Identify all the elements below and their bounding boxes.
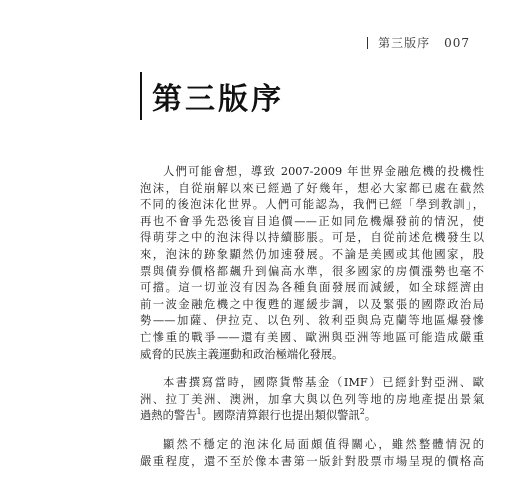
title-rule: [140, 72, 142, 120]
paragraph-2: [140, 375, 484, 425]
text-line: 可擋。這一切並沒有因為各種負面發展而減緩，如全球經濟由: [140, 281, 484, 295]
chapter-title-block: [140, 72, 284, 120]
text-line: 本書撰寫當時，國際貨幣基金（IMF）已經針對亞洲、歐: [163, 376, 484, 390]
chapter-title: 第三版序: [152, 82, 284, 117]
text-fragment: 過熱的警告: [140, 409, 197, 423]
page-number: 007: [444, 35, 470, 50]
text-fragment: 。: [364, 409, 377, 423]
text-line: 洲、拉丁美洲、澳洲，加拿大與以色列等地的房地產提出景氣: [140, 392, 484, 406]
text-line: 嚴重程度，還不至於像本書第一版針對股票市場呈現的價格高: [140, 454, 484, 468]
text-fragment: 。國際清算銀行也提出類似警訊: [201, 409, 360, 423]
paragraph-3: [140, 437, 484, 470]
body-text: [140, 164, 484, 482]
text-line: 人們可能會想，導致 2007-2009 年世界金融危機的投機性: [163, 165, 484, 178]
text-line: 泡沫，自從崩解以來已經過了好幾年，想必大家都已處在截然: [140, 181, 484, 195]
text-line: 得萌芽之中的泡沫得以持續膨脹。可是，自從前述危機發生以: [140, 231, 484, 245]
footnote-marker: 1: [196, 407, 202, 417]
paragraph-1: [140, 164, 484, 363]
text-line: 顯然不穩定的泡沫化局面頗值得關心，雖然整體情況的: [163, 437, 484, 451]
footnote-marker: 2: [359, 407, 365, 417]
header-rule: [367, 37, 368, 49]
text-line: 來，泡沫的跡象顯然仍加速發展。不論是美國或其他國家，股: [140, 247, 484, 261]
text-line: 不同的後泡沫化世界。人們可能認為，我們已經「學到教訓」，: [140, 198, 484, 212]
running-header-chapter: 第三版序: [378, 36, 431, 50]
text-line: 亡慘重的戰爭——還有美國、歐洲與亞洲等地區可能造成嚴重: [140, 330, 484, 344]
running-header: [367, 34, 470, 51]
text-line: 前一波金融危機之中復甦的遲緩步調，以及緊張的國際政治局: [140, 297, 484, 311]
text-line: 再也不會爭先恐後盲目追價——正如同危機爆發前的情況，使: [140, 214, 484, 228]
text-line-with-footnotes: [140, 408, 484, 425]
text-line: 威脅的民族主義運動和政治極端化發展。: [140, 347, 344, 361]
text-line: 票與債券價格都飆升到偏高水準，很多國家的房價漲勢也毫不: [140, 264, 484, 278]
text-line: 勢——加薩、伊拉克、以色列、敘利亞與烏克蘭等地區爆發慘: [140, 314, 484, 328]
